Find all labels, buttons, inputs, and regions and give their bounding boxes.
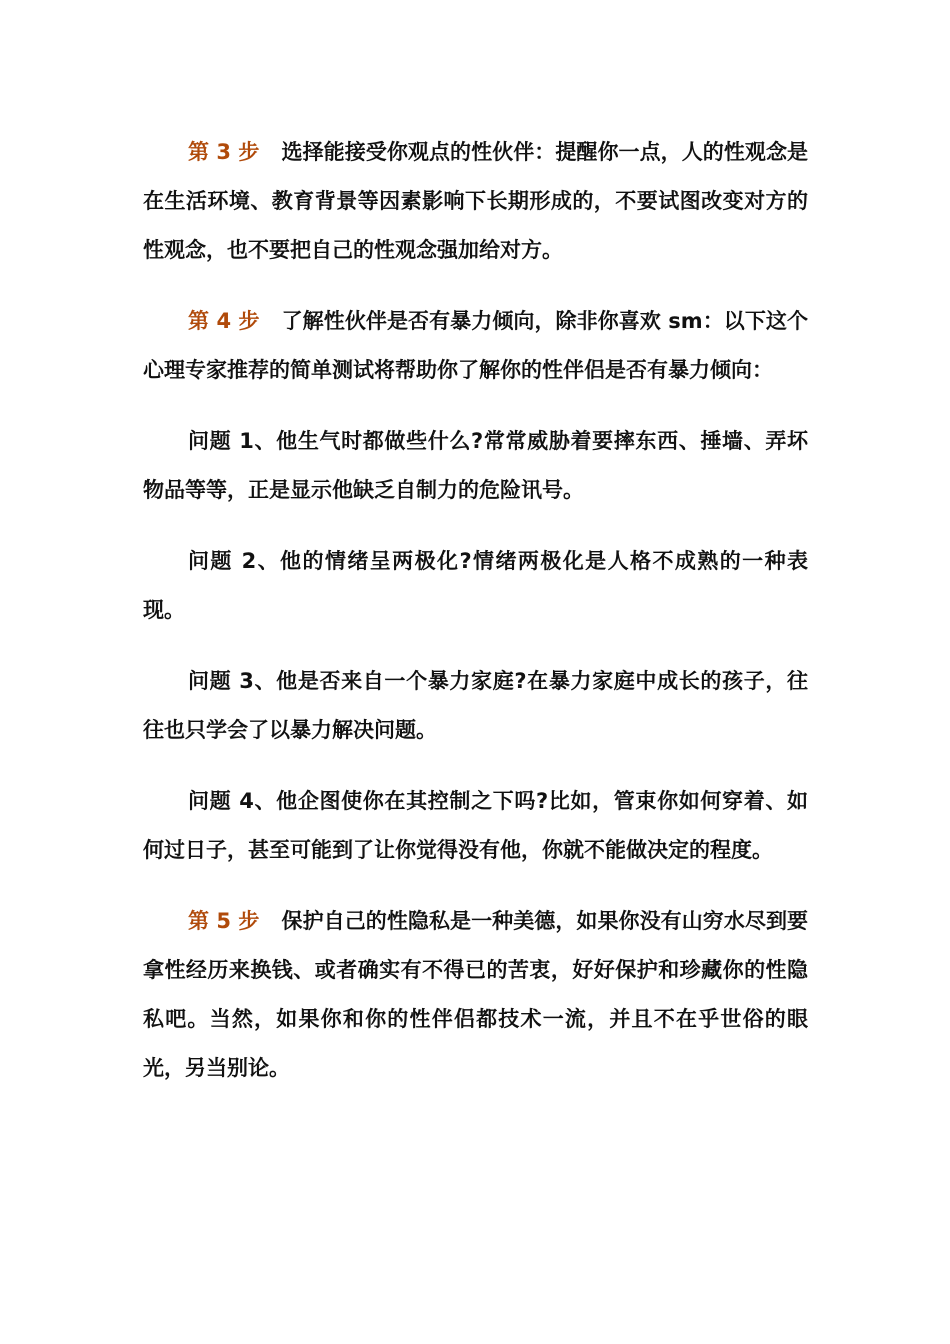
question-2-paragraph: [143, 537, 808, 635]
step-5-label: 第 5 步: [188, 909, 260, 933]
step-3-text: 选择能接受你观点的性伙伴：提醒你一点，人的性观念是在生活环境、教育背景等因素影响下长期形成的，不要试图改变对方的性观念，也不要把自己的性观念强加给对方。: [143, 140, 809, 262]
question-4-paragraph: [143, 777, 808, 875]
step-4-paragraph: [143, 297, 808, 395]
question-2-text: 问题 2、他的情绪呈两极化?情绪两极化是人格不成熟的一种表现。: [143, 549, 808, 622]
document-body: [143, 128, 808, 1115]
step-3-label: 第 3 步: [188, 140, 260, 164]
question-3-paragraph: [143, 657, 808, 755]
step-4-text: 了解性伙伴是否有暴力倾向，除非你喜欢 sm：以下这个心理专家推荐的简单测试将帮助你了解你的性伴侣是否有暴力倾向：: [143, 309, 808, 382]
step-5-text: 保护自己的性隐私是一种美德，如果你没有山穷水尽到要拿性经历来换钱、或者确实有不得已的苦衷，好好保护和珍藏你的性隐私吧。当然，如果你和你的性伴侣都技术一流，并且不在乎世俗的眼光，另当别论。: [143, 909, 809, 1080]
step-5-paragraph: [143, 897, 808, 1093]
step-3-paragraph: [143, 128, 808, 275]
question-3-text: 问题 3、他是否来自一个暴力家庭?在暴力家庭中成长的孩子，往往也只学会了以暴力解决问题。: [143, 669, 808, 742]
question-4-text: 问题 4、他企图使你在其控制之下吗?比如，管束你如何穿着、如何过日子，甚至可能到了让你觉得没有他，你就不能做决定的程度。: [143, 789, 808, 862]
question-1-paragraph: [143, 417, 808, 515]
question-1-text: 问题 1、他生气时都做些什么?常常威胁着要摔东西、捶墙、弄坏物品等等，正是显示他缺乏自制力的危险讯号。: [143, 429, 808, 502]
step-4-label: 第 4 步: [188, 309, 260, 333]
